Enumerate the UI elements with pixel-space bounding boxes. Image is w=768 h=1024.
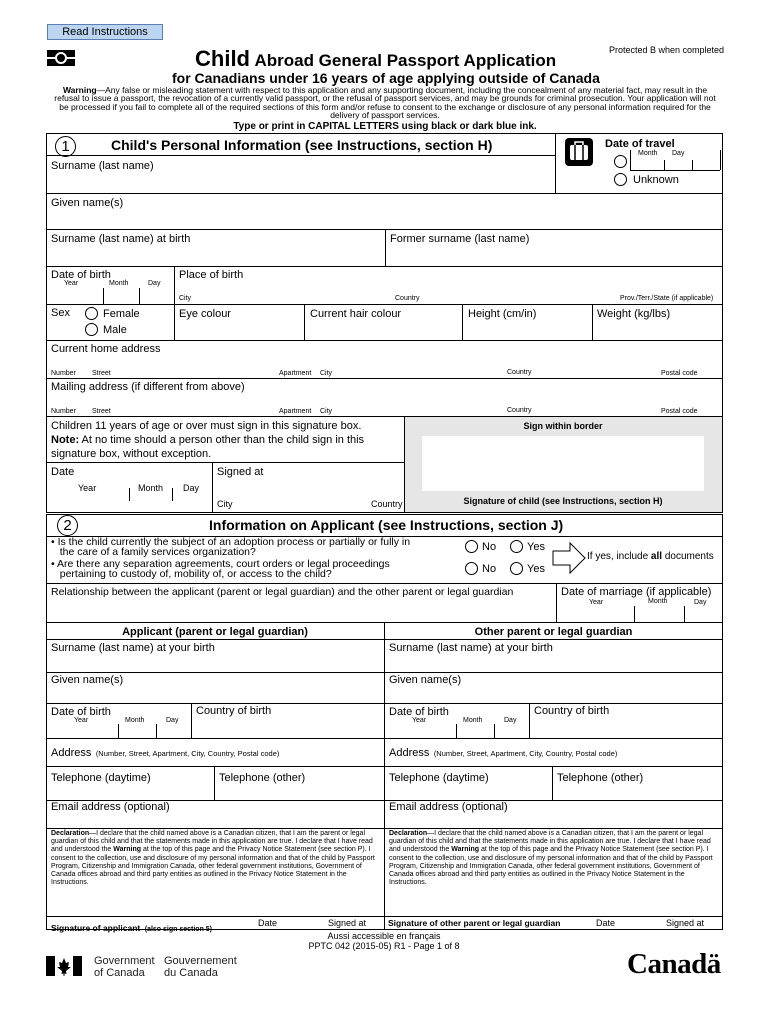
sign-within-border-label: Sign within border: [523, 421, 603, 431]
weight-label: Weight (kg/lbs): [597, 308, 671, 320]
signed-at-city-label: City: [217, 499, 233, 509]
unknown-radio[interactable]: [614, 173, 627, 186]
other-address-sub: (Number, Street, Apartment, City, Country, Postal code): [433, 749, 618, 758]
other-given-label: Given name(s): [389, 674, 462, 686]
gov-fr-line1: Gouvernement: [164, 955, 237, 967]
other-tel-other-label: Telephone (other): [557, 772, 644, 784]
sex-label: Sex: [51, 307, 70, 319]
q1-no-radio[interactable]: [465, 540, 478, 553]
french-availability: Aussi accessible en français: [327, 931, 441, 941]
applicant-decl-warning: Warning: [113, 846, 142, 854]
male-label: Male: [103, 324, 127, 336]
mail-postal-label: Postal code: [661, 408, 698, 415]
applicant-tel-day-label: Telephone (daytime): [51, 772, 151, 784]
section2-title: Information on Applicant (see Instructions, section J): [209, 517, 564, 533]
applicant-surname-label: Surname (last name) at your birth: [51, 642, 215, 654]
title-child: Child: [195, 46, 250, 71]
home-address-label: Current home address: [51, 343, 161, 355]
applicant-address-text: Address: [51, 747, 92, 759]
mail-number-label: Number: [51, 408, 76, 415]
applicant-sig-date-label: Date: [258, 918, 278, 928]
pob-city-label: City: [179, 295, 192, 302]
q1-yes-radio[interactable]: [510, 540, 523, 553]
other-year-label: Year: [412, 717, 427, 724]
gov-en-wordmark: [94, 955, 155, 979]
mail-street-label: Street: [92, 408, 111, 415]
custody-question: • Are there any separation agreements, court orders or legal proceedings pertaining to custody of, mobility of, or access to the child?: [51, 558, 390, 580]
applicant-decl-a: —I declare that the child named above is a Canadian citizen, that I am the parent or legal guardian of this child and that the statements made in this application are true. I declare that I have read and understood the: [51, 830, 373, 854]
applicant-sig-text[interactable]: Signature of applicant: [51, 923, 141, 933]
section2-number: 2: [57, 515, 78, 536]
applicant-sig-signed-at-label: Signed at: [328, 918, 367, 928]
section1-title: Child's Personal Information (see Instructions, section H): [111, 137, 493, 153]
other-address-text: Address: [389, 747, 430, 759]
other-email-label: Email address (optional): [389, 801, 508, 813]
sign-year-label: Year: [78, 483, 97, 493]
warning-label: Warning: [62, 85, 97, 95]
applicant-dob-label: Date of birth: [51, 706, 111, 718]
other-parent-column-header: Other parent or legal guardian: [474, 626, 633, 638]
other-sig-signed-at-label: Signed at: [666, 918, 705, 928]
canada-wordmark: Canadä: [627, 948, 721, 980]
signed-at-label: Signed at: [217, 466, 264, 478]
form-subtitle: for Canadians under 16 years of age applying outside of Canada: [172, 70, 600, 86]
section1-number: 1: [55, 136, 76, 157]
place-of-birth-label: Place of birth: [179, 269, 244, 281]
marriage-day-label: Day: [694, 599, 707, 606]
applicant-email-label: Email address (optional): [51, 801, 170, 813]
form-identifier: PPTC 042 (2015-05) R1 - Page 1 of 8: [308, 941, 460, 951]
arrow-right-icon: [552, 542, 586, 574]
other-decl-a: —I declare that the child named above is a Canadian citizen, that I am the parent or legal guardian of this child and that the statements made in this application are true. I declare that I have read and understood the: [389, 830, 711, 854]
applicant-day-label: Day: [166, 717, 179, 724]
pob-country-label: Country: [395, 295, 420, 302]
adoption-question: • Is the child currently the subject of an adoption process or partially or fully in the care of a family services organization?: [51, 536, 411, 558]
applicant-column-header: Applicant (parent or legal guardian): [122, 626, 308, 638]
gov-en-line1: Government: [94, 955, 155, 967]
pob-prov-label: Prov./Terr./State (if applicable): [620, 295, 714, 302]
dob-month-label: Month: [109, 280, 129, 287]
child-signature-label: Signature of child (see Instructions, section H): [463, 496, 663, 506]
travel-day-label: Day: [672, 150, 685, 157]
dob-label: Date of birth: [51, 269, 111, 281]
applicant-given-label: Given name(s): [51, 674, 124, 686]
applicant-signature-label: [51, 918, 212, 936]
eye-colour-label: Eye colour: [179, 308, 231, 320]
mailing-address-label: Mailing address (if different from above): [51, 381, 245, 393]
applicant-month-label: Month: [125, 717, 145, 724]
other-decl-warning: Warning: [451, 846, 480, 854]
applicant-declaration: [51, 830, 379, 887]
if-yes-all: all: [650, 551, 663, 562]
applicant-address-sub: (Number, Street, Apartment, City, Country, Postal code): [95, 749, 280, 758]
date-of-travel-label: Date of travel: [605, 138, 675, 150]
home-country-label: Country: [507, 369, 532, 376]
applicant-decl-b: at the top of this page and the Privacy Notice Statement (see section P). I consent to the collection, use and disclosure of my personal information and that of the child by Passport Program, Citizenship and Immigration Canada, other federal government institutions, Government of Canada offices abroad and third party entities as outlined in the Privacy Notice Statement in the Instructions.: [51, 846, 375, 887]
marriage-date-label: Date of marriage (if applicable): [561, 586, 712, 598]
home-apartment-label: Apartment: [279, 370, 312, 377]
if-yes-note: [587, 551, 714, 562]
form-title: [195, 46, 556, 72]
q1-yes-label: Yes: [527, 541, 545, 553]
signed-at-country-label: Country: [371, 499, 403, 509]
other-tel-day-label: Telephone (daytime): [389, 772, 489, 784]
title-rest: Abroad General Passport Application: [254, 51, 557, 70]
passport-symbol-icon: [47, 50, 75, 66]
mail-apartment-label: Apartment: [279, 408, 312, 415]
read-instructions-button[interactable]: Read Instructions: [47, 24, 163, 40]
home-city-label: City: [320, 370, 333, 377]
mail-country-label: Country: [507, 407, 532, 414]
q2-yes-label: Yes: [527, 563, 545, 575]
other-month-label: Month: [463, 717, 483, 724]
gov-fr-line2: du Canada: [164, 967, 218, 979]
given-names-label: Given name(s): [51, 197, 124, 209]
if-yes-end: documents: [662, 551, 714, 562]
applicant-sig-sub: (also sign section 5): [144, 926, 213, 933]
note-body: At no time should a person other than the child sign in this signature box, without exception.: [51, 434, 365, 460]
other-signature-label[interactable]: Signature of other parent or legal guardian: [388, 918, 561, 928]
applicant-cob-label: Country of birth: [196, 705, 272, 717]
other-decl-label: Declaration: [389, 830, 428, 837]
canada-flag-icon: [46, 956, 82, 976]
dob-day-label: Day: [148, 280, 161, 287]
note-label: Note:: [51, 434, 80, 446]
surname-at-birth-label: Surname (last name) at birth: [51, 233, 191, 245]
height-label: Height (cm/in): [468, 308, 537, 320]
type-print-note: Type or print in CAPITAL LETTERS using black or dark blue ink.: [233, 121, 537, 132]
mail-city-label: City: [320, 408, 333, 415]
gov-fr-wordmark: [164, 955, 237, 979]
unknown-label: Unknown: [633, 174, 679, 186]
other-dob-label: Date of birth: [389, 706, 449, 718]
applicant-address-label: [51, 743, 279, 761]
marriage-year-label: Year: [589, 599, 604, 606]
q1-no-label: No: [482, 541, 497, 553]
hair-colour-label: Current hair colour: [310, 308, 402, 320]
luggage-icon: [564, 137, 594, 167]
warning-body: —Any false or misleading statement with respect to this application and any supporting document, including the concealment of any material fact, may result in the refusal to issue a passport, the revocation of a currently valid passport, or the refusal of passport services, and may be grounds for criminal prosecution. Your application will not be processed if you fail to complete all of the required sections of this form and/or refuse to consent to the exchange or disclosure of any personal information required for the delivery of passport services.: [54, 85, 716, 121]
sign-note-line1: Children 11 years of age or over must sign in this signature box.: [51, 420, 362, 432]
other-declaration: [389, 830, 719, 887]
q2-yes-radio[interactable]: [510, 562, 523, 575]
other-address-label: [389, 743, 617, 761]
former-surname-label: Former surname (last name): [390, 233, 530, 245]
q2-no-radio[interactable]: [465, 562, 478, 575]
other-surname-label: Surname (last name) at your birth: [389, 642, 553, 654]
surname-label: Surname (last name): [51, 160, 154, 172]
marriage-month-label: Month: [648, 598, 668, 605]
other-decl-b: at the top of this page and the Privacy Notice Statement (see section P). I consent to the collection, use and disclosure of my personal information and that of the child by Passport Program, Citizenship and Immigration Canada, other federal government institutions, Government of Canada offices abroad and third party entities as outlined in the Privacy Notice Statement in the Instructions.: [389, 846, 713, 887]
q2-no-label: No: [482, 563, 497, 575]
female-label: Female: [103, 308, 140, 320]
home-number-label: Number: [51, 370, 76, 377]
warning-text: [50, 86, 720, 120]
applicant-decl-label: Declaration: [51, 830, 90, 837]
relationship-label: Relationship between the applicant (parent or legal guardian) and the other parent or legal guardian: [51, 586, 514, 598]
sign-day-label: Day: [183, 483, 200, 493]
female-radio[interactable]: [85, 307, 98, 320]
if-yes-text: If yes, include: [587, 551, 651, 562]
sign-note-line2: [51, 433, 401, 461]
applicant-year-label: Year: [74, 717, 89, 724]
male-radio[interactable]: [85, 323, 98, 336]
signature-note: [51, 419, 401, 461]
sign-month-label: Month: [138, 483, 164, 493]
travel-month-label: Month: [638, 150, 658, 157]
child-signature-box[interactable]: [422, 436, 704, 491]
home-postal-label: Postal code: [661, 370, 698, 377]
other-cob-label: Country of birth: [534, 705, 610, 717]
applicant-tel-other-label: Telephone (other): [219, 772, 306, 784]
dob-year-label: Year: [64, 280, 79, 287]
other-sig-date-label: Date: [596, 918, 616, 928]
gov-en-line2: of Canada: [94, 967, 145, 979]
protected-label: Protected B when completed: [609, 45, 725, 55]
sign-date-label: Date: [51, 466, 75, 478]
home-street-label: Street: [92, 370, 111, 377]
date-of-travel-radio[interactable]: [614, 155, 627, 168]
other-day-label: Day: [504, 717, 517, 724]
